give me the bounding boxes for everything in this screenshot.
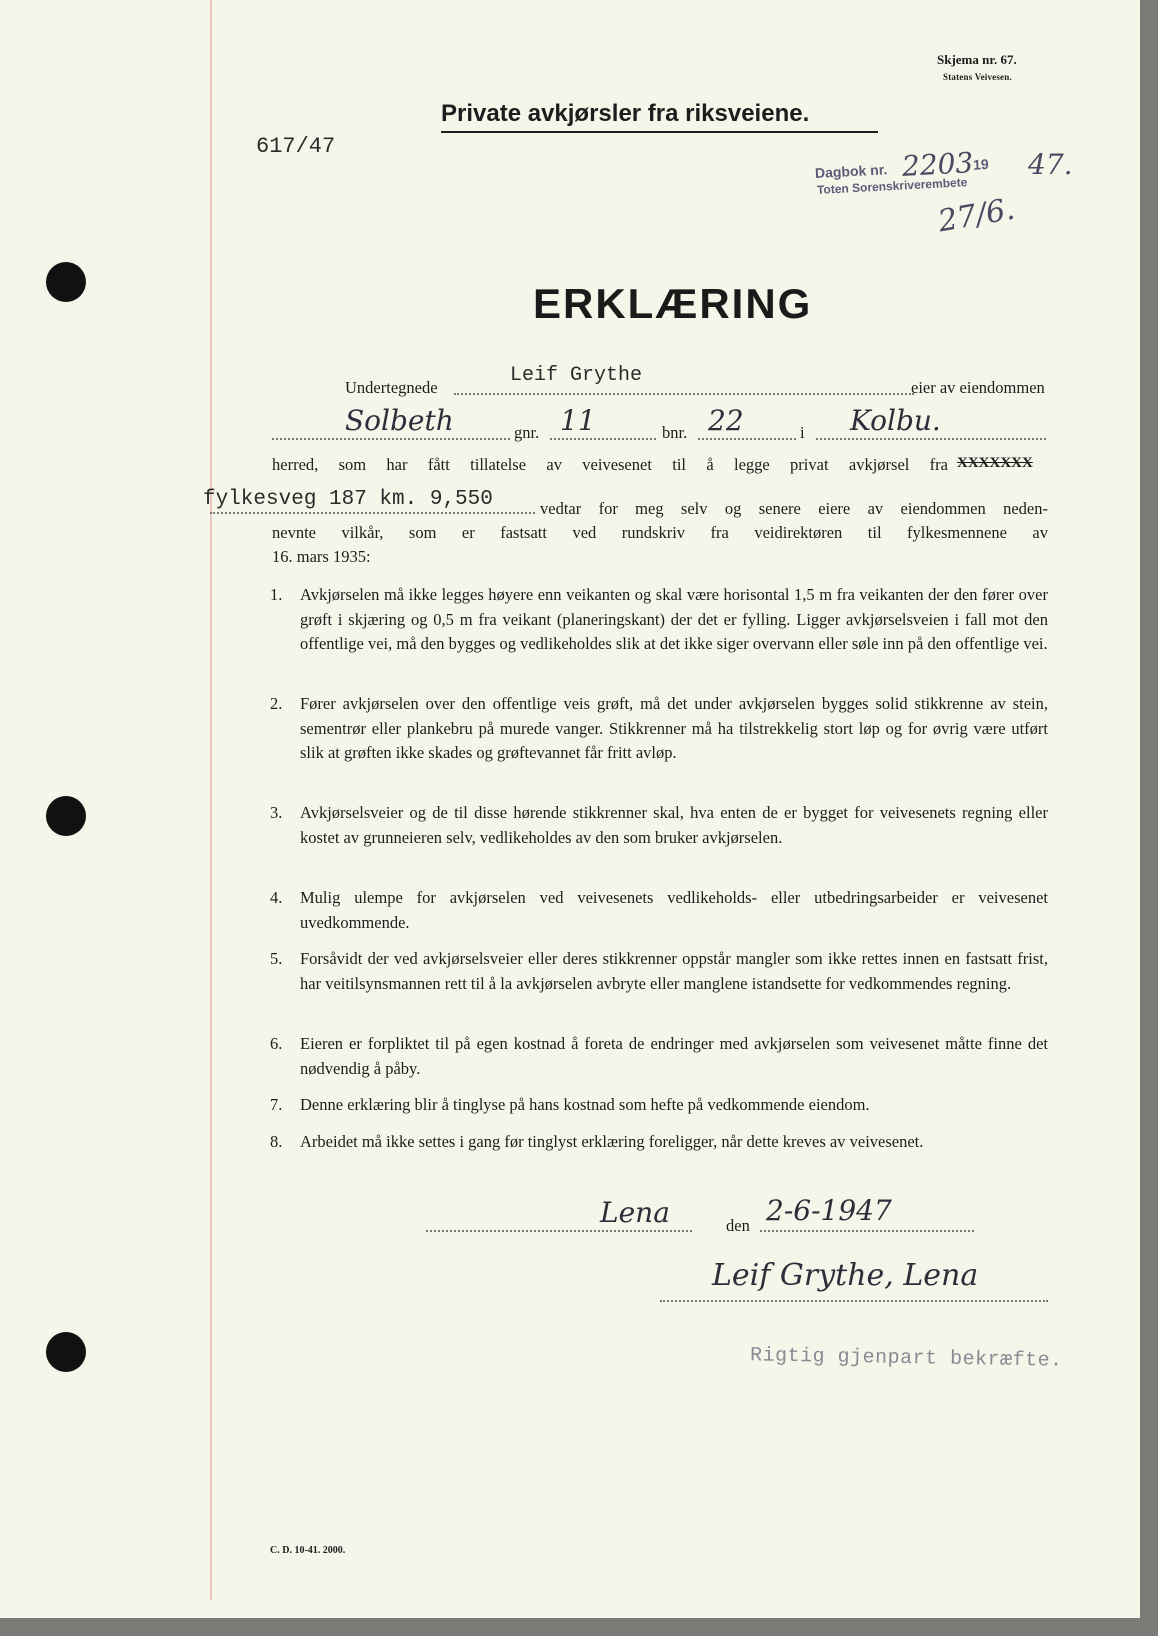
municipality-dotted-line bbox=[816, 438, 1046, 440]
agency-name: Statens Veivesen. bbox=[943, 72, 1012, 82]
date-dotted-line bbox=[760, 1230, 974, 1232]
property-dotted-line bbox=[272, 438, 510, 440]
condition-text: Fører avkjørselen over den offentlige veis grøft, må det under avkjørselen bygges solid stikkrenne av stein, sementrør eller plankebru på murede vanger. Stikkrenner må ha tilstrekkelig stort løp og for øvrig være utført slik at grøften ikke skades og grøftevannet får fritt avløp. bbox=[300, 694, 1048, 762]
condition-number: 4. bbox=[270, 888, 283, 907]
undersigned-name: Leif Grythe bbox=[510, 364, 643, 387]
punch-hole-top bbox=[46, 262, 86, 302]
gnr-label: gnr. bbox=[514, 423, 540, 442]
condition-number: 1. bbox=[270, 585, 283, 604]
condition-text: Avkjørselen må ikke legges høyere enn veikanten og skal være horisontal 1,5 m fra veikanten der den fører over grøft i skjæring og 0,5 m fra veikant (planeringskant) der det er fylling. Ligger avkjørselsveien i fall mot den offentlige vei, må den bygges og vedlikeholdes slik at det ikke siger overvann eller søle inn på den offentlige vei. bbox=[300, 585, 1048, 653]
bnr-dotted-line bbox=[698, 438, 796, 440]
owner-label: eier av eiendommen bbox=[911, 378, 1045, 397]
punch-hole-middle bbox=[46, 796, 86, 836]
condition-number: 5. bbox=[270, 949, 283, 968]
stamp-journal-number: 2203 bbox=[901, 146, 975, 183]
condition-number: 7. bbox=[270, 1095, 283, 1114]
permission-text: herred, som har fått tillatelse av veivesenet til å legge privat avkjørsel fra bbox=[272, 455, 948, 474]
road-dotted-line bbox=[210, 512, 535, 514]
circular-text: nevnte vilkår, som er fastsatt ved rundskriv fra veidirektøren til fylkesmennene av bbox=[272, 523, 1048, 542]
punch-hole-bottom bbox=[46, 1332, 86, 1372]
margin-line bbox=[210, 0, 212, 1600]
document-title: ERKLÆRING bbox=[533, 280, 813, 327]
bnr-value: 22 bbox=[708, 404, 744, 437]
signing-place: Lena bbox=[600, 1196, 670, 1229]
property-name: Solbeth bbox=[345, 404, 454, 437]
acceptance-text: vedtar for meg selv og senere eiere av eiendommen neden- bbox=[540, 499, 1048, 518]
heading-underline bbox=[441, 131, 878, 133]
stamp-journal-label: Dagbok nr. 19 bbox=[814, 155, 990, 181]
certification-stamp: Rigtig gjenpart bekræfte. bbox=[749, 1344, 1063, 1373]
gnr-value: 11 bbox=[560, 404, 596, 437]
condition-text: Eieren er forpliktet til på egen kostnad å foreta de endringer med avkjørselen som veivesenet måtte finne det nødvendig å påby. bbox=[300, 1034, 1048, 1078]
condition-number: 8. bbox=[270, 1132, 283, 1151]
condition-number: 2. bbox=[270, 694, 283, 713]
condition-text: Mulig ulempe for avkjørselen ved veivesenets vedlikeholds- eller utbedringsarbeider er veivesenet uvedkommende. bbox=[300, 888, 1048, 932]
reference-number: 617/47 bbox=[256, 134, 336, 159]
bnr-label: bnr. bbox=[662, 423, 688, 442]
scan-border-bottom bbox=[0, 1618, 1158, 1636]
municipality-value: Kolbu. bbox=[850, 404, 941, 437]
form-number: Skjema nr. 67. bbox=[937, 52, 1017, 67]
road-designation: fylkesveg 187 km. 9,550 bbox=[203, 488, 493, 511]
date-label: den bbox=[726, 1216, 750, 1235]
scan-border-right bbox=[1140, 0, 1158, 1636]
stamp-year: 47. bbox=[1028, 148, 1073, 181]
condition-text: Denne erklæring blir å tinglyse på hans kostnad som hefte på vedkommende eiendom. bbox=[300, 1095, 870, 1114]
undersigned-label: Undertegnede bbox=[345, 378, 438, 397]
municipality-label: i bbox=[800, 423, 805, 442]
print-code: C. D. 10-41. 2000. bbox=[270, 1545, 346, 1556]
undersigned-dotted-line bbox=[454, 393, 914, 395]
condition-text: Arbeidet må ikke settes i gang før tinglyst erklæring foreligger, når dette kreves av veivesenet. bbox=[300, 1132, 924, 1151]
place-dotted-line bbox=[426, 1230, 692, 1232]
condition-number: 6. bbox=[270, 1034, 283, 1053]
gnr-dotted-line bbox=[550, 438, 656, 440]
condition-text: Avkjørselsveier og de til disse hørende stikkrenner skal, hva enten de er bygget for veivesenets regning eller kostet av grunneieren selv, vedlikeholdes av den som bruker avkjørselen. bbox=[300, 803, 1048, 847]
struck-road-type: XXXXXXX bbox=[957, 455, 1033, 471]
stamp-office: Toten Sorenskriverembete bbox=[816, 175, 968, 197]
signature: Leif Grythe, Lena bbox=[712, 1258, 979, 1293]
circular-date: 16. mars 1935: bbox=[272, 547, 371, 566]
signature-dotted-line bbox=[660, 1300, 1048, 1302]
signing-date: 2-6-1947 bbox=[766, 1194, 892, 1227]
condition-number: 3. bbox=[270, 803, 283, 822]
condition-text: Forsåvidt der ved avkjørselsveier eller deres stikkrenner oppstår mangler som ikke rettes innen en fastsatt frist, har veitilsynsmannen rett til å la avkjørselen avbryte eller manglene istandsette for vedkommendes regning. bbox=[300, 949, 1048, 993]
page-heading: Private avkjørsler fra riksveiene. bbox=[441, 100, 810, 127]
stamp-date: 27/6. bbox=[935, 191, 1018, 240]
